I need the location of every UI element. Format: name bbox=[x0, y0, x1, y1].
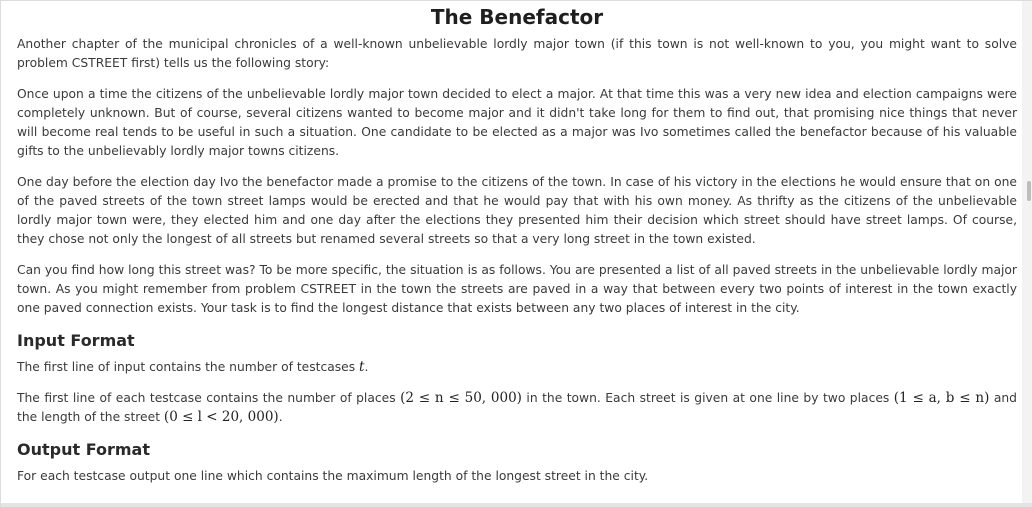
vertical-scrollbar[interactable] bbox=[1022, 1, 1032, 507]
var-t-symbol: t bbox=[359, 359, 365, 375]
constraint-l: (0 ≤ l < 20, 000) bbox=[163, 409, 279, 425]
input-line-1 bbox=[17, 358, 1017, 377]
page-title: The Benefactor bbox=[430, 5, 604, 29]
bottom-divider bbox=[1, 503, 1032, 507]
input-format-heading: Input Format bbox=[17, 331, 135, 350]
input-line-2 bbox=[17, 389, 1017, 427]
promise-paragraph: One day before the election day Ivo the benefactor made a promise to the citizens of the town. In case of his victory in the elections he would ensure that on one of the paved streets of the town street lamps would be erected and that he would pay that with his own money. As thrifty as the citizens of the unbelievable lordly major town were, they elected him and one day after the elections they presented him their decision which street should have street lamps. Of course, they chose not only the longest of all streets but renamed several streets so that a very long street in the town existed. bbox=[17, 175, 1017, 246]
input-line-2-d: . bbox=[278, 410, 283, 424]
input-line-2-b: in the town. Each street is given at one line by two places bbox=[521, 391, 894, 405]
scrollbar-thumb[interactable] bbox=[1027, 181, 1031, 201]
input-line-2-c: and the length of the street bbox=[17, 391, 1017, 424]
task-paragraph: Can you find how long this street was? To be more specific, the situation is as follows. You are presented a list of all paved streets in the unbelievable lordly major town. As you might remember from problem CSTREET in the town the streets are paved in a way that between every two points of interest in the town exactly one paved connection exists. Your task is to find the longest distance that exists between any two places of interest in the city. bbox=[17, 263, 1017, 315]
constraint-ab: (1 ≤ a, b ≤ n) bbox=[893, 390, 990, 406]
story-paragraph: Once upon a time the citizens of the unbelievable lordly major town decided to elect a major. At that time this was a very new idea and election campaigns were completely unknown. But of course, several citizens wanted to become major and it didn't take long for them to find out, that promising nice things that never will become real tends to be useful in such a situation. One candidate to be elected as a major was Ivo sometimes called the benefactor because of his valuable gifts to the unbelievably lordly major towns citizens. bbox=[17, 87, 1017, 158]
input-line-1-end: . bbox=[364, 360, 369, 374]
intro-paragraph: Another chapter of the municipal chronicles of a well-known unbelievable lordly major town (if this town is not well-known to you, you might want to solve problem CSTREET first) tells us the following story: bbox=[17, 37, 1017, 70]
input-line-2-a: The first line of each testcase contains the number of places bbox=[17, 391, 401, 405]
input-line-1-text: The first line of input contains the number of testcases bbox=[17, 360, 360, 374]
output-text: For each testcase output one line which contains the maximum length of the longest street in the city. bbox=[17, 469, 649, 483]
constraint-n: (2 ≤ n ≤ 50, 000) bbox=[400, 390, 522, 406]
output-format-heading: Output Format bbox=[17, 440, 150, 459]
problem-statement bbox=[17, 35, 1017, 498]
